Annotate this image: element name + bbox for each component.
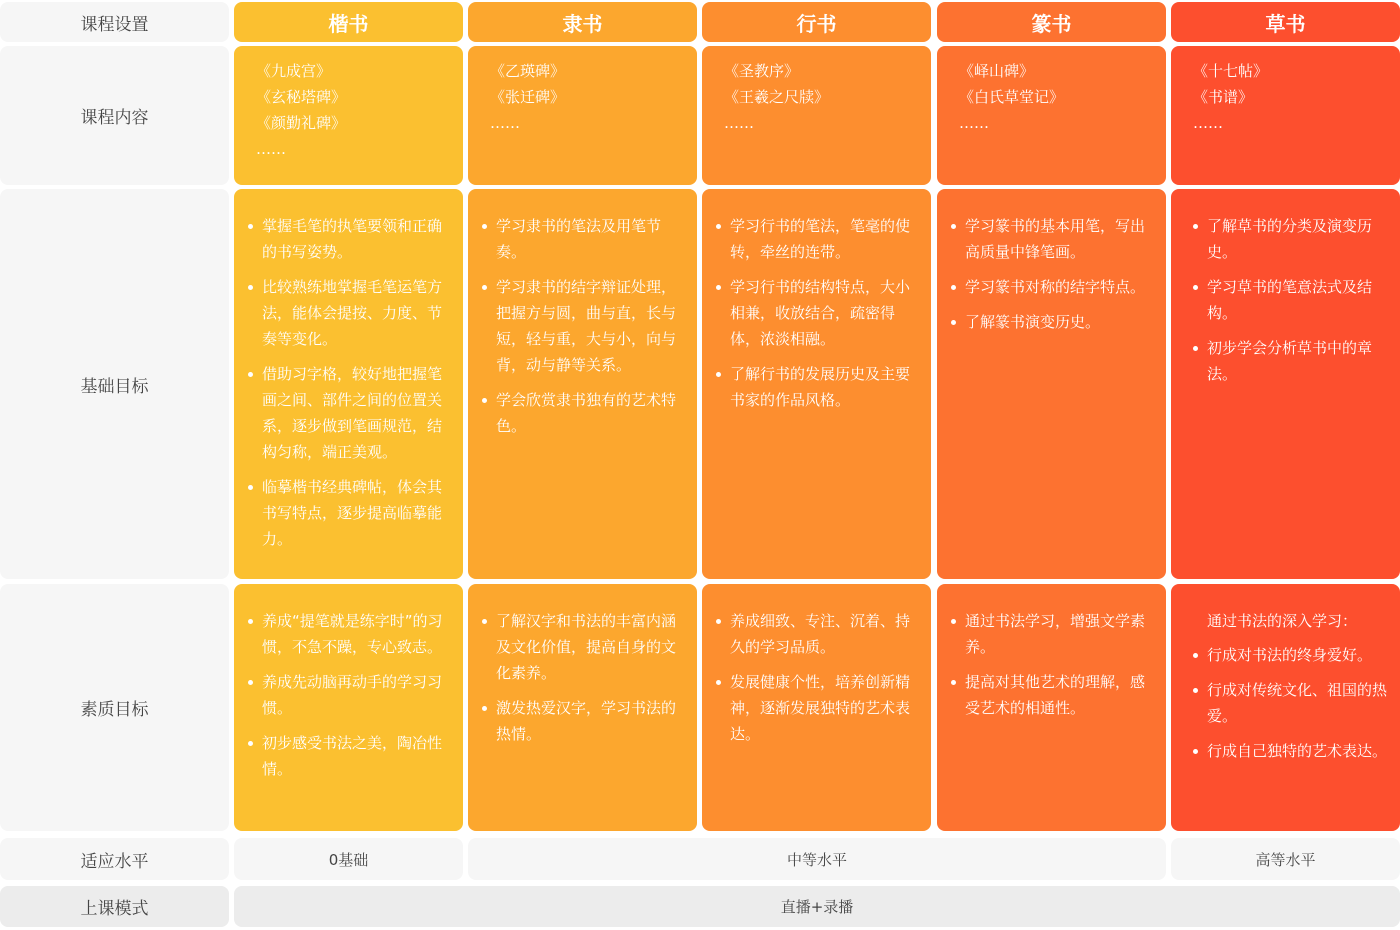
work-item: 《书谱》 — [1193, 88, 1254, 106]
goal-item: 了解行书的发展历史及主要书家的作品风格。 — [716, 361, 921, 413]
goal-item: 学习隶书的结字辩证处理，把握方与圆，曲与直，长与短，轻与重，大与小，向与背，动与静等关系。 — [482, 274, 687, 378]
goal-item: 了解草书的分类及演变历史。 — [1193, 213, 1390, 265]
goal-item: 养成细致、专注、沉着、持久的学习品质。 — [716, 608, 921, 660]
basic-goals-cell-lishu — [468, 189, 697, 579]
goal-item: 行成对传统文化、祖国的热爱。 — [1193, 677, 1390, 729]
goal-item: 初步感受书法之美，陶冶性情。 — [248, 730, 453, 782]
goal-item: 学习篆书的基本用笔，写出高质量中锋笔画。 — [951, 213, 1156, 265]
column-header-lishu: 隶书 — [468, 2, 697, 42]
work-item-ellipsis: …… — [959, 114, 989, 132]
work-item: 《峄山碑》 — [959, 62, 1035, 80]
row-label-level: 适应水平 — [0, 838, 229, 880]
basic-goals-cell-caoshu — [1171, 189, 1400, 579]
row-label-basic-goals: 基础目标 — [0, 189, 229, 579]
goal-item: 养成先动脑再动手的学习习惯。 — [248, 669, 453, 721]
row-label-mode: 上课模式 — [0, 886, 229, 927]
work-item: 《圣教序》 — [724, 62, 800, 80]
quality-goals-cell-lishu — [468, 584, 697, 831]
basic-goals-cell-zhuanshu — [937, 189, 1166, 579]
work-item: 《玄秘塔碑》 — [256, 88, 347, 106]
works-cell-kaishu — [234, 46, 463, 185]
goal-item: 通过书法学习，增强文学素养。 — [951, 608, 1156, 660]
goal-item: 比较熟练地掌握毛笔运笔方法，能体会提按、力度、节奏等变化。 — [248, 274, 453, 352]
column-header-zhuanshu: 篆书 — [937, 2, 1166, 42]
class-mode-value: 直播+录播 — [234, 886, 1400, 927]
quality-goals-cell-caoshu — [1171, 584, 1400, 831]
quality-goals-cell-zhuanshu — [937, 584, 1166, 831]
quality-goals-cell-xingshu — [702, 584, 931, 831]
works-cell-xingshu — [702, 46, 931, 185]
goal-item: 学习行书的结构特点，大小相兼，收放结合，疏密得体，浓淡相融。 — [716, 274, 921, 352]
level-beginner: 0基础 — [234, 838, 463, 880]
work-item: 《九成宫》 — [256, 62, 332, 80]
work-item-ellipsis: …… — [1193, 114, 1223, 132]
column-header-kaishu: 楷书 — [234, 2, 463, 42]
work-item-ellipsis: …… — [490, 114, 520, 132]
goal-item: 临摹楷书经典碑帖，体会其书写特点，逐步提高临摹能力。 — [248, 474, 453, 552]
work-item: 《颜勤礼碑》 — [256, 114, 347, 132]
works-cell-lishu — [468, 46, 697, 185]
work-item: 《张迁碑》 — [490, 88, 566, 106]
goal-item: 学习草书的笔意法式及结构。 — [1193, 274, 1390, 326]
goal-item: 学习隶书的笔法及用笔节奏。 — [482, 213, 687, 265]
row-label-content: 课程内容 — [0, 46, 229, 185]
level-intermediate: 中等水平 — [468, 838, 1166, 880]
level-advanced: 高等水平 — [1171, 838, 1400, 880]
quality-goals-cell-kaishu — [234, 584, 463, 831]
column-header-xingshu: 行书 — [702, 2, 931, 42]
goal-item: 学习行书的笔法，笔毫的使转，牵丝的连带。 — [716, 213, 921, 265]
goal-item: 了解篆书演变历史。 — [951, 309, 1156, 335]
work-item: 《乙瑛碑》 — [490, 62, 566, 80]
goal-item: 了解汉字和书法的丰富内涵及文化价值，提高自身的文化素养。 — [482, 608, 687, 686]
goal-item: 养成“提笔就是练字时”的习惯，不急不躁，专心致志。 — [248, 608, 453, 660]
work-item-ellipsis: …… — [724, 114, 754, 132]
works-cell-caoshu — [1171, 46, 1400, 185]
works-cell-zhuanshu — [937, 46, 1166, 185]
row-label-quality-goals: 素质目标 — [0, 584, 229, 831]
work-item: 《白氏草堂记》 — [959, 88, 1065, 106]
goal-item: 行成对书法的终身爱好。 — [1193, 642, 1390, 668]
row-label-setting: 课程设置 — [0, 2, 229, 42]
goal-item: 发展健康个性，培养创新精神，逐渐发展独特的艺术表达。 — [716, 669, 921, 747]
basic-goals-cell-kaishu — [234, 189, 463, 579]
goal-item: 掌握毛笔的执笔要领和正确的书写姿势。 — [248, 213, 453, 265]
quality-intro: 通过书法的深入学习： — [1207, 612, 1358, 630]
goal-item: 行成自己独特的艺术表达。 — [1193, 738, 1390, 764]
goal-item: 学会欣赏隶书独有的艺术特色。 — [482, 387, 687, 439]
goal-item: 初步学会分析草书中的章法。 — [1193, 335, 1390, 387]
goal-item: 借助习字格，较好地把握笔画之间、部件之间的位置关系，逐步做到笔画规范，结构匀称，端正美观。 — [248, 361, 453, 465]
goal-item: 激发热爱汉字，学习书法的热情。 — [482, 695, 687, 747]
goal-item: 提高对其他艺术的理解，感受艺术的相通性。 — [951, 669, 1156, 721]
work-item: 《王羲之尺牍》 — [724, 88, 830, 106]
basic-goals-cell-xingshu — [702, 189, 931, 579]
work-item: 《十七帖》 — [1193, 62, 1269, 80]
work-item-ellipsis: …… — [256, 140, 286, 158]
column-header-caoshu: 草书 — [1171, 2, 1400, 42]
goal-item: 学习篆书对称的结字特点。 — [951, 274, 1156, 300]
